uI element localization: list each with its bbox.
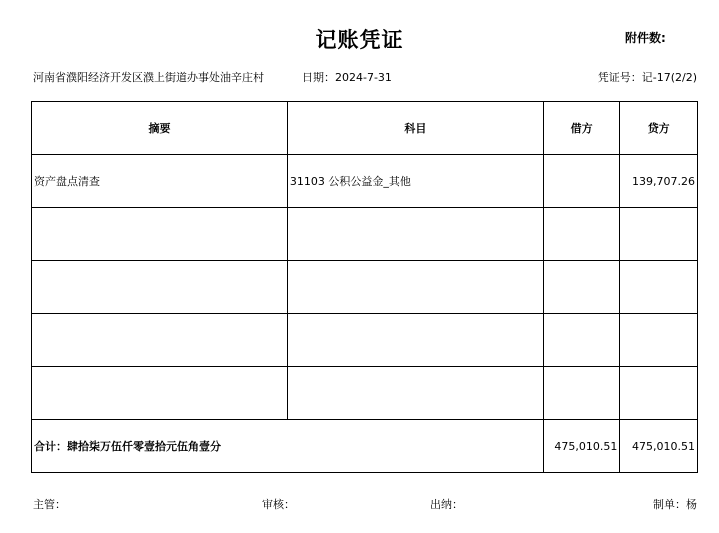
attachments-count: 附件数:	[625, 31, 666, 45]
row-debit	[543, 208, 620, 261]
footer-supervisor: 主管：	[33, 498, 66, 511]
table-row	[32, 155, 698, 208]
footer-maker: 制单：杨	[653, 498, 697, 511]
row-debit	[543, 314, 620, 367]
row-credit	[620, 208, 698, 261]
table-row	[32, 208, 698, 261]
total-credit: 475,010.51	[620, 420, 698, 473]
voucher-title: 记账凭证	[315, 28, 404, 52]
row-summary	[32, 367, 288, 420]
header-account: 科目	[287, 102, 543, 155]
total-row	[32, 420, 698, 473]
row-summary: 资产盘点清查	[32, 155, 288, 208]
table-row	[32, 367, 698, 420]
header-summary: 摘要	[32, 102, 288, 155]
table-row	[32, 314, 698, 367]
table-row	[32, 261, 698, 314]
footer-cashier: 出纳：	[430, 498, 463, 511]
total-amount-in-words: 合计：肆拾柒万伍仟零壹拾元伍角壹分	[32, 420, 544, 473]
header-debit: 借方	[543, 102, 620, 155]
row-account	[287, 367, 543, 420]
row-debit	[543, 261, 620, 314]
voucher-date: 日期：2024-7-31	[302, 71, 392, 84]
table-header-row	[32, 102, 698, 155]
row-credit	[620, 367, 698, 420]
row-account: 31103 公积公益金_其他	[287, 155, 543, 208]
voucher-table	[31, 101, 698, 473]
row-credit	[620, 314, 698, 367]
footer-audit: 审核：	[262, 498, 295, 511]
row-debit	[543, 367, 620, 420]
header-credit: 贷方	[620, 102, 698, 155]
row-summary	[32, 314, 288, 367]
row-account	[287, 314, 543, 367]
total-debit: 475,010.51	[543, 420, 620, 473]
row-credit: 139,707.26	[620, 155, 698, 208]
voucher-number: 凭证号：记-17(2/2)	[597, 71, 697, 84]
row-account	[287, 261, 543, 314]
row-summary	[32, 208, 288, 261]
row-credit	[620, 261, 698, 314]
row-debit	[543, 155, 620, 208]
row-summary	[32, 261, 288, 314]
row-account	[287, 208, 543, 261]
organization-name: 河南省濮阳经济开发区濮上街道办事处油辛庄村	[33, 71, 264, 84]
